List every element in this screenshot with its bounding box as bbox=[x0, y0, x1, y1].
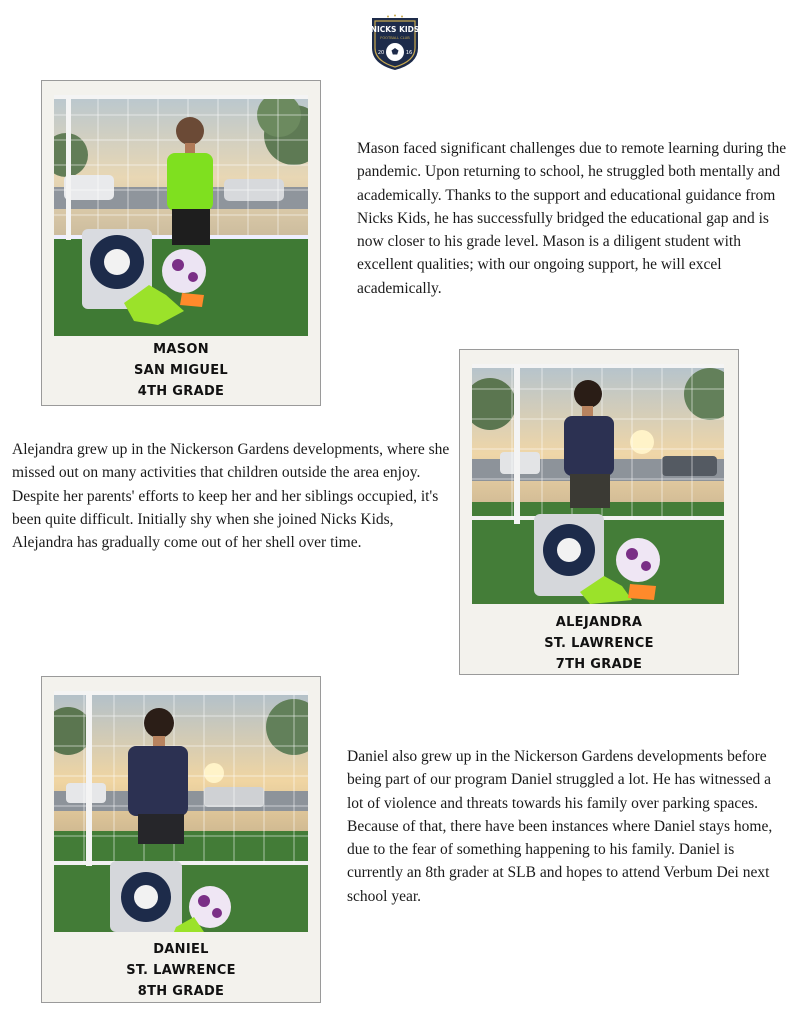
student-name: DANIEL bbox=[153, 942, 209, 957]
svg-text:NICKS KIDS: NICKS KIDS bbox=[370, 25, 420, 34]
svg-text:FOOTBALL CLUB: FOOTBALL CLUB bbox=[380, 36, 410, 40]
student-grade: 4TH GRADE bbox=[137, 384, 225, 399]
story-mason: Mason faced significant challenges due to remote learning during the pandemic. Upon returning to school, he struggled both mentally and academically. Thanks to the support and educational guidance from Nicks Kids, he has successfully bridged the educational gap and is now closer to his grade level. Mason is a diligent student with excellent qualities; with our ongoing support, he will excel academically. bbox=[357, 140, 787, 297]
story-alejandra: Alejandra grew up in the Nickerson Gardens developments, where she missed out on many activities that children outside the area enjoy. Despite her parents' efforts to keep her and her siblings occupied, it's been quite difficult. Initially shy when she joined Nicks Kids, Alejandra has gradually come out of her shell over time. bbox=[12, 441, 450, 552]
profile-card-alejandra bbox=[459, 349, 739, 675]
photo-alejandra bbox=[472, 364, 724, 604]
student-grade: 8TH GRADE bbox=[137, 984, 225, 999]
student-name: ALEJANDRA bbox=[555, 615, 643, 630]
profile-card-daniel bbox=[41, 676, 321, 1003]
student-name: MASON bbox=[153, 342, 209, 357]
profile-card-mason bbox=[41, 80, 321, 406]
story-daniel: Daniel also grew up in the Nickerson Gardens developments before being part of our program Daniel struggled a lot. He has witnessed a lot of violence and threats towards his family over parking spaces. Because of that, there have been instances where Daniel stays home, due to the fear of something happening to his family. Daniel is currently an 8th grader at SLB and hopes to attend Verbum Dei next school year. bbox=[347, 748, 773, 905]
student-grade: 7TH GRADE bbox=[555, 657, 643, 672]
photo-mason bbox=[54, 95, 308, 336]
student-school: ST. LAWRENCE bbox=[544, 636, 654, 651]
svg-text:16: 16 bbox=[405, 50, 413, 56]
caption-daniel bbox=[42, 939, 320, 1002]
photo-daniel bbox=[54, 691, 308, 932]
nicks-kids-logo bbox=[368, 14, 422, 72]
svg-text:20: 20 bbox=[377, 50, 385, 56]
caption-mason bbox=[42, 339, 320, 402]
student-school: SAN MIGUEL bbox=[134, 363, 228, 378]
club-crest-icon bbox=[368, 14, 422, 72]
student-school: ST. LAWRENCE bbox=[126, 963, 236, 978]
caption-alejandra bbox=[460, 612, 738, 675]
